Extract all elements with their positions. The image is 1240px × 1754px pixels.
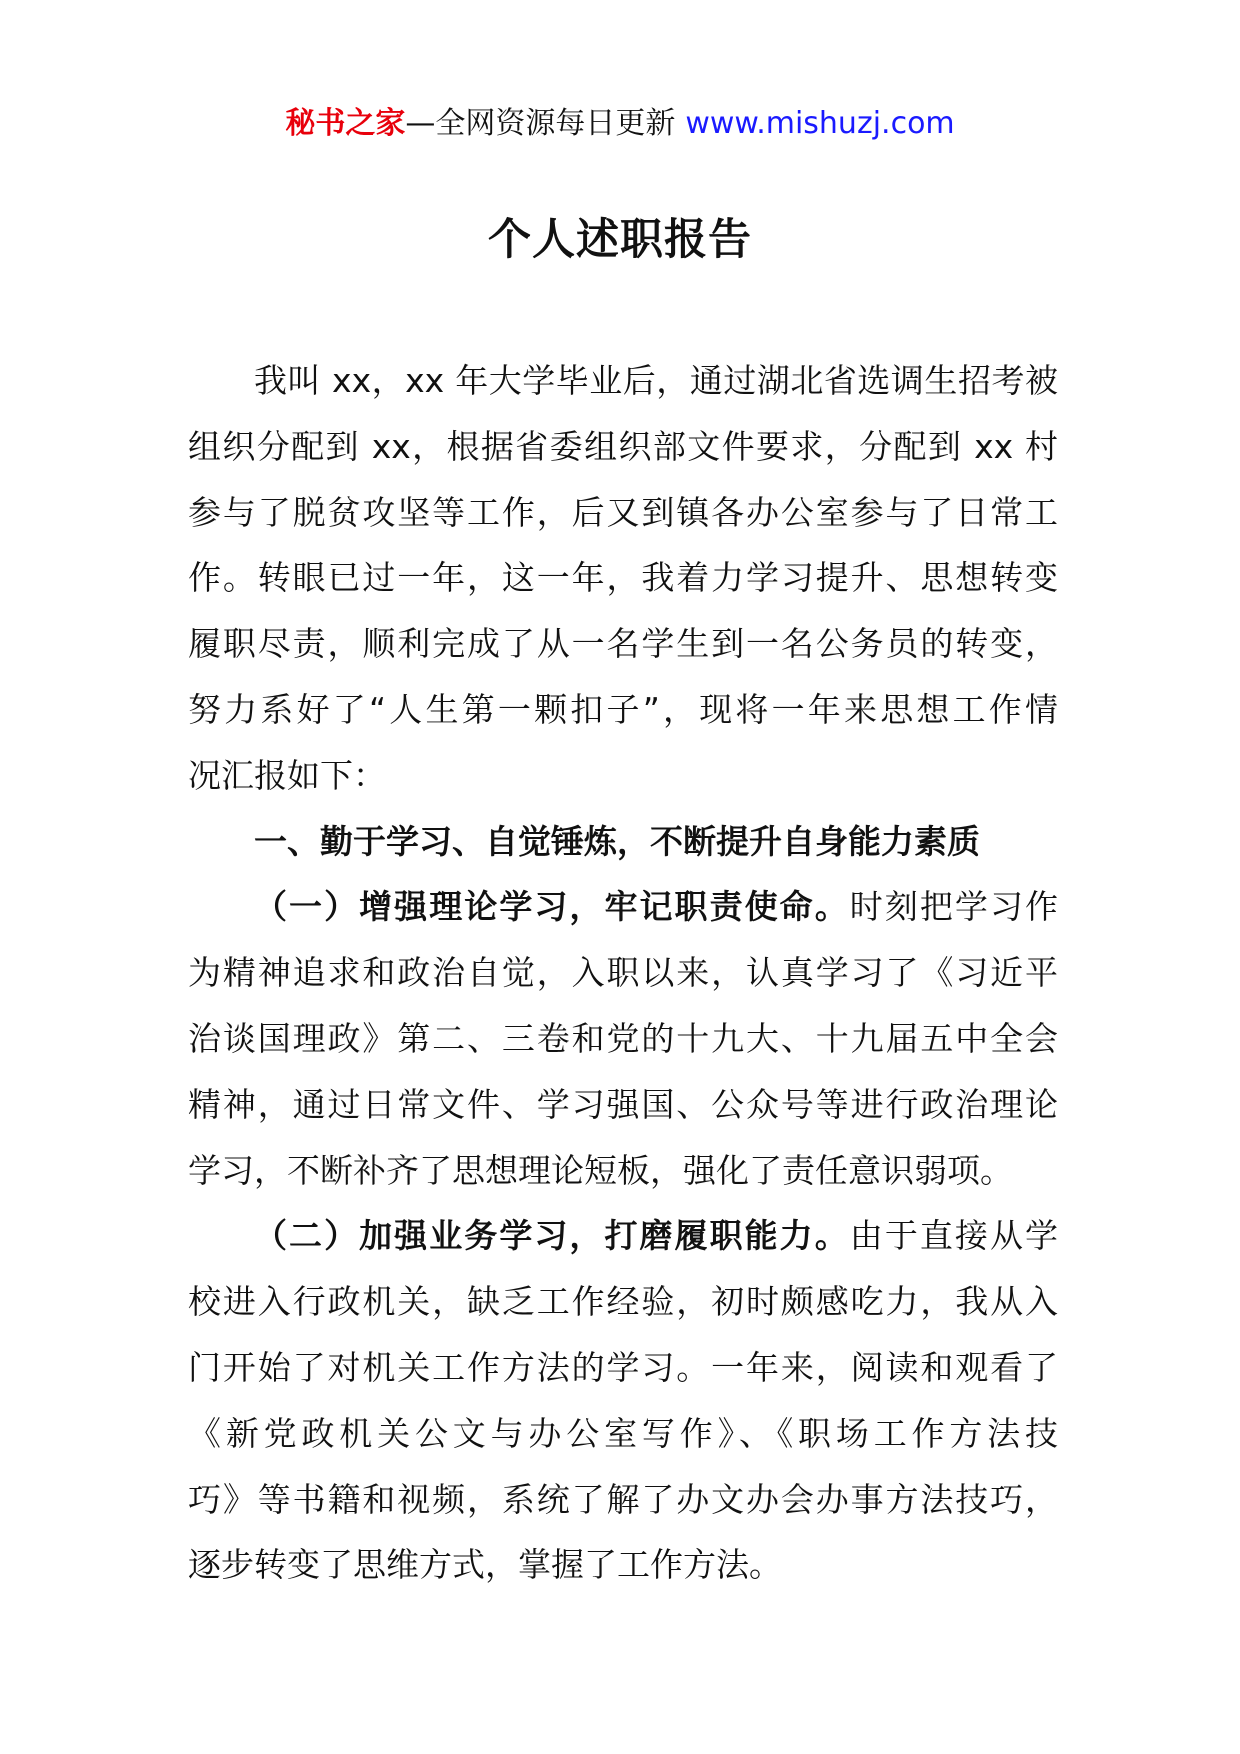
paragraph-line: 参与了脱贫攻坚等工作，后又到镇各办公室参与了日常工 — [188, 492, 1058, 532]
document-title: 个人述职报告 — [488, 215, 752, 265]
paragraph-line: 组织分配到 xx，根据省委组织部文件要求，分配到 xx 村 — [188, 426, 1058, 466]
header-tagline: —全网资源每日更新 — [405, 106, 676, 141]
paragraph-line: 履职尽责，顺利完成了从一名学生到一名公务员的转变， — [188, 624, 1058, 664]
paragraph-line: 门开始了对机关工作方法的学习。一年来，阅读和观看了 — [188, 1347, 1058, 1387]
paragraph-line: 作。转眼已过一年，这一年，我着力学习提升、思想转变 — [188, 558, 1058, 598]
site-header — [0, 102, 1240, 146]
paragraph-line: 学习，不断补齐了思想理论短板，强化了责任意识弱项。 — [188, 1150, 1013, 1190]
section-heading: 一、勤于学习、自觉锤炼，不断提升自身能力素质 — [254, 821, 980, 861]
paragraph-line: 努力系好了“人生第一颗扣子”，现将一年来思想工作情 — [188, 689, 1058, 729]
paragraph-text: 时刻把学习作 — [849, 887, 1059, 927]
document-body — [188, 348, 1058, 1598]
brand-name: 秘书之家 — [285, 106, 406, 141]
paragraph-line: 况汇报如下： — [188, 755, 386, 795]
paragraph-line: 《新党政机关公文与办公室写作》、《职场工作方法技 — [188, 1413, 1058, 1453]
paragraph-line: 为精神追求和政治自觉，入职以来，认真学习了《习近平 — [188, 953, 1058, 993]
paragraph-line: 校进入行政机关，缺乏工作经验，初时颇感吃力，我从入 — [188, 1282, 1058, 1322]
paragraph-text: 由于直接从学 — [849, 1216, 1059, 1256]
site-url-link[interactable]: www.mishuzj.com — [685, 106, 955, 141]
paragraph-line: 治谈国理政》第二、三卷和党的十九大、十九届五中全会 — [188, 1018, 1058, 1058]
subsection-first-line — [188, 1203, 1058, 1269]
paragraph-line: 逐步转变了思维方式，掌握了工作方法。 — [188, 1545, 782, 1585]
paragraph-line: 精神，通过日常文件、学习强国、公众号等进行政治理论 — [188, 1084, 1058, 1124]
paragraph-line: 巧》等书籍和视频，系统了解了办文办会办事方法技巧， — [188, 1479, 1058, 1519]
subsection-heading: （二）加强业务学习，打磨履职能力。 — [254, 1216, 850, 1256]
subsection-heading: （一）增强理论学习，牢记职责使命。 — [254, 887, 850, 927]
paragraph-line: 我叫 xx，xx 年大学毕业后，通过湖北省选调生招考被 — [254, 361, 1058, 400]
subsection-first-line — [188, 874, 1058, 940]
